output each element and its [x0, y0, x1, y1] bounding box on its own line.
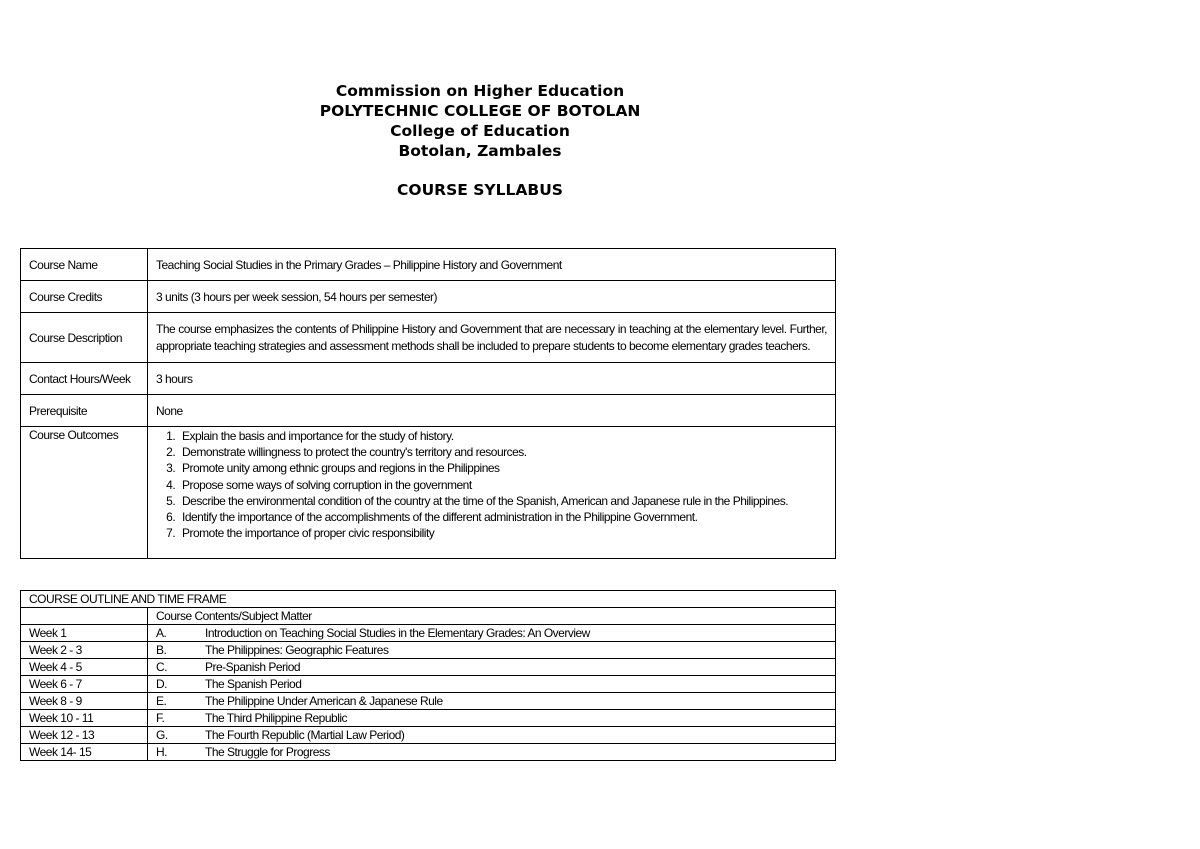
topic-letter: G. [156, 728, 168, 742]
course-name-label: Course Name [21, 249, 148, 281]
week-cell: Week 1 [21, 625, 148, 642]
list-item: 2. Demonstrate willingness to protect the country's territory and resources. [178, 444, 827, 460]
table-row [21, 693, 836, 710]
contact-hours-label: Contact Hours/Week [21, 363, 148, 395]
location: Botolan, Zambales [398, 142, 562, 160]
table-row [21, 395, 836, 427]
week-cell: Week 12 - 13 [21, 727, 148, 744]
topic-cell [148, 693, 836, 710]
topic-letter: F. [156, 711, 165, 725]
department-name: College of Education [390, 122, 570, 140]
topic-cell [148, 744, 836, 761]
week-cell: Week 4 - 5 [21, 659, 148, 676]
table-row [21, 313, 836, 363]
document-header [0, 81, 960, 200]
table-row [21, 591, 836, 608]
topic-cell [148, 727, 836, 744]
topic-title: The Third Philippine Republic [205, 711, 348, 725]
week-cell: Week 8 - 9 [21, 693, 148, 710]
topic-cell [148, 676, 836, 693]
topic-title: Pre-Spanish Period [205, 660, 301, 674]
topic-letter: A. [156, 626, 167, 640]
course-info-table [20, 248, 836, 559]
list-item: 5. Describe the environmental condition of the country at the time of the Spanish, American and Japanese rule in the Philippines. [178, 493, 827, 509]
table-row [21, 710, 836, 727]
table-row [21, 744, 836, 761]
list-item: 7. Promote the importance of proper civic responsibility [178, 525, 827, 541]
empty-cell [21, 608, 148, 625]
document-title: COURSE SYLLABUS [397, 181, 563, 199]
topic-title: The Spanish Period [205, 677, 302, 691]
list-item: 6. Identify the importance of the accomplishments of the different administration in the Philippine Government. [178, 509, 827, 525]
list-item: 3. Promote unity among ethnic groups and regions in the Philippines [178, 460, 827, 476]
table-row [21, 727, 836, 744]
course-outcomes-value [148, 427, 836, 559]
course-outcomes-label: Course Outcomes [21, 427, 148, 559]
table-row [21, 608, 836, 625]
topic-letter: C. [156, 660, 167, 674]
table-row [21, 281, 836, 313]
topic-title: Introduction on Teaching Social Studies in the Elementary Grades: An Overview [205, 626, 590, 640]
week-cell: Week 14- 15 [21, 744, 148, 761]
table-row [21, 625, 836, 642]
prerequisite-value: None [148, 395, 836, 427]
course-name-value: Teaching Social Studies in the Primary Grades – Philippine History and Government [148, 249, 836, 281]
topic-cell [148, 710, 836, 727]
table-row [21, 642, 836, 659]
topic-letter: B. [156, 643, 167, 657]
list-item: 1. Explain the basis and importance for the study of history. [178, 428, 827, 444]
table-row [21, 363, 836, 395]
topic-title: The Struggle for Progress [205, 745, 330, 759]
contact-hours-value: 3 hours [148, 363, 836, 395]
course-description-value: The course emphasizes the contents of Philippine History and Government that are necessary in teaching at the elementary level. Further, appropriate teaching strategies and assessment methods shall be included to prepare students to become elementary grades teachers. [148, 313, 836, 363]
topic-letter: D. [156, 677, 167, 691]
course-outline-table [20, 590, 836, 761]
list-item: 4. Propose some ways of solving corruption in the government [178, 477, 827, 493]
table-row [21, 427, 836, 559]
topic-title: The Philippine Under American & Japanese Rule [205, 694, 443, 708]
week-cell: Week 2 - 3 [21, 642, 148, 659]
outcomes-list [156, 428, 827, 541]
contents-header: Course Contents/Subject Matter [148, 608, 836, 625]
topic-cell [148, 642, 836, 659]
topic-letter: H. [156, 745, 167, 759]
table-row [21, 659, 836, 676]
outline-title: COURSE OUTLINE AND TIME FRAME [21, 591, 836, 608]
course-description-label: Course Description [21, 313, 148, 363]
week-cell: Week 10 - 11 [21, 710, 148, 727]
topic-title: The Philippines: Geographic Features [205, 643, 389, 657]
course-credits-value: 3 units (3 hours per week session, 54 hours per semester) [148, 281, 836, 313]
college-name: POLYTECHNIC COLLEGE OF BOTOLAN [319, 102, 641, 120]
topic-cell [148, 659, 836, 676]
commission-name: Commission on Higher Education [335, 82, 625, 100]
topic-letter: E. [156, 694, 167, 708]
topic-cell [148, 625, 836, 642]
topic-title: The Fourth Republic (Martial Law Period) [205, 728, 405, 742]
week-cell: Week 6 - 7 [21, 676, 148, 693]
table-row [21, 676, 836, 693]
prerequisite-label: Prerequisite [21, 395, 148, 427]
course-credits-label: Course Credits [21, 281, 148, 313]
table-row [21, 249, 836, 281]
